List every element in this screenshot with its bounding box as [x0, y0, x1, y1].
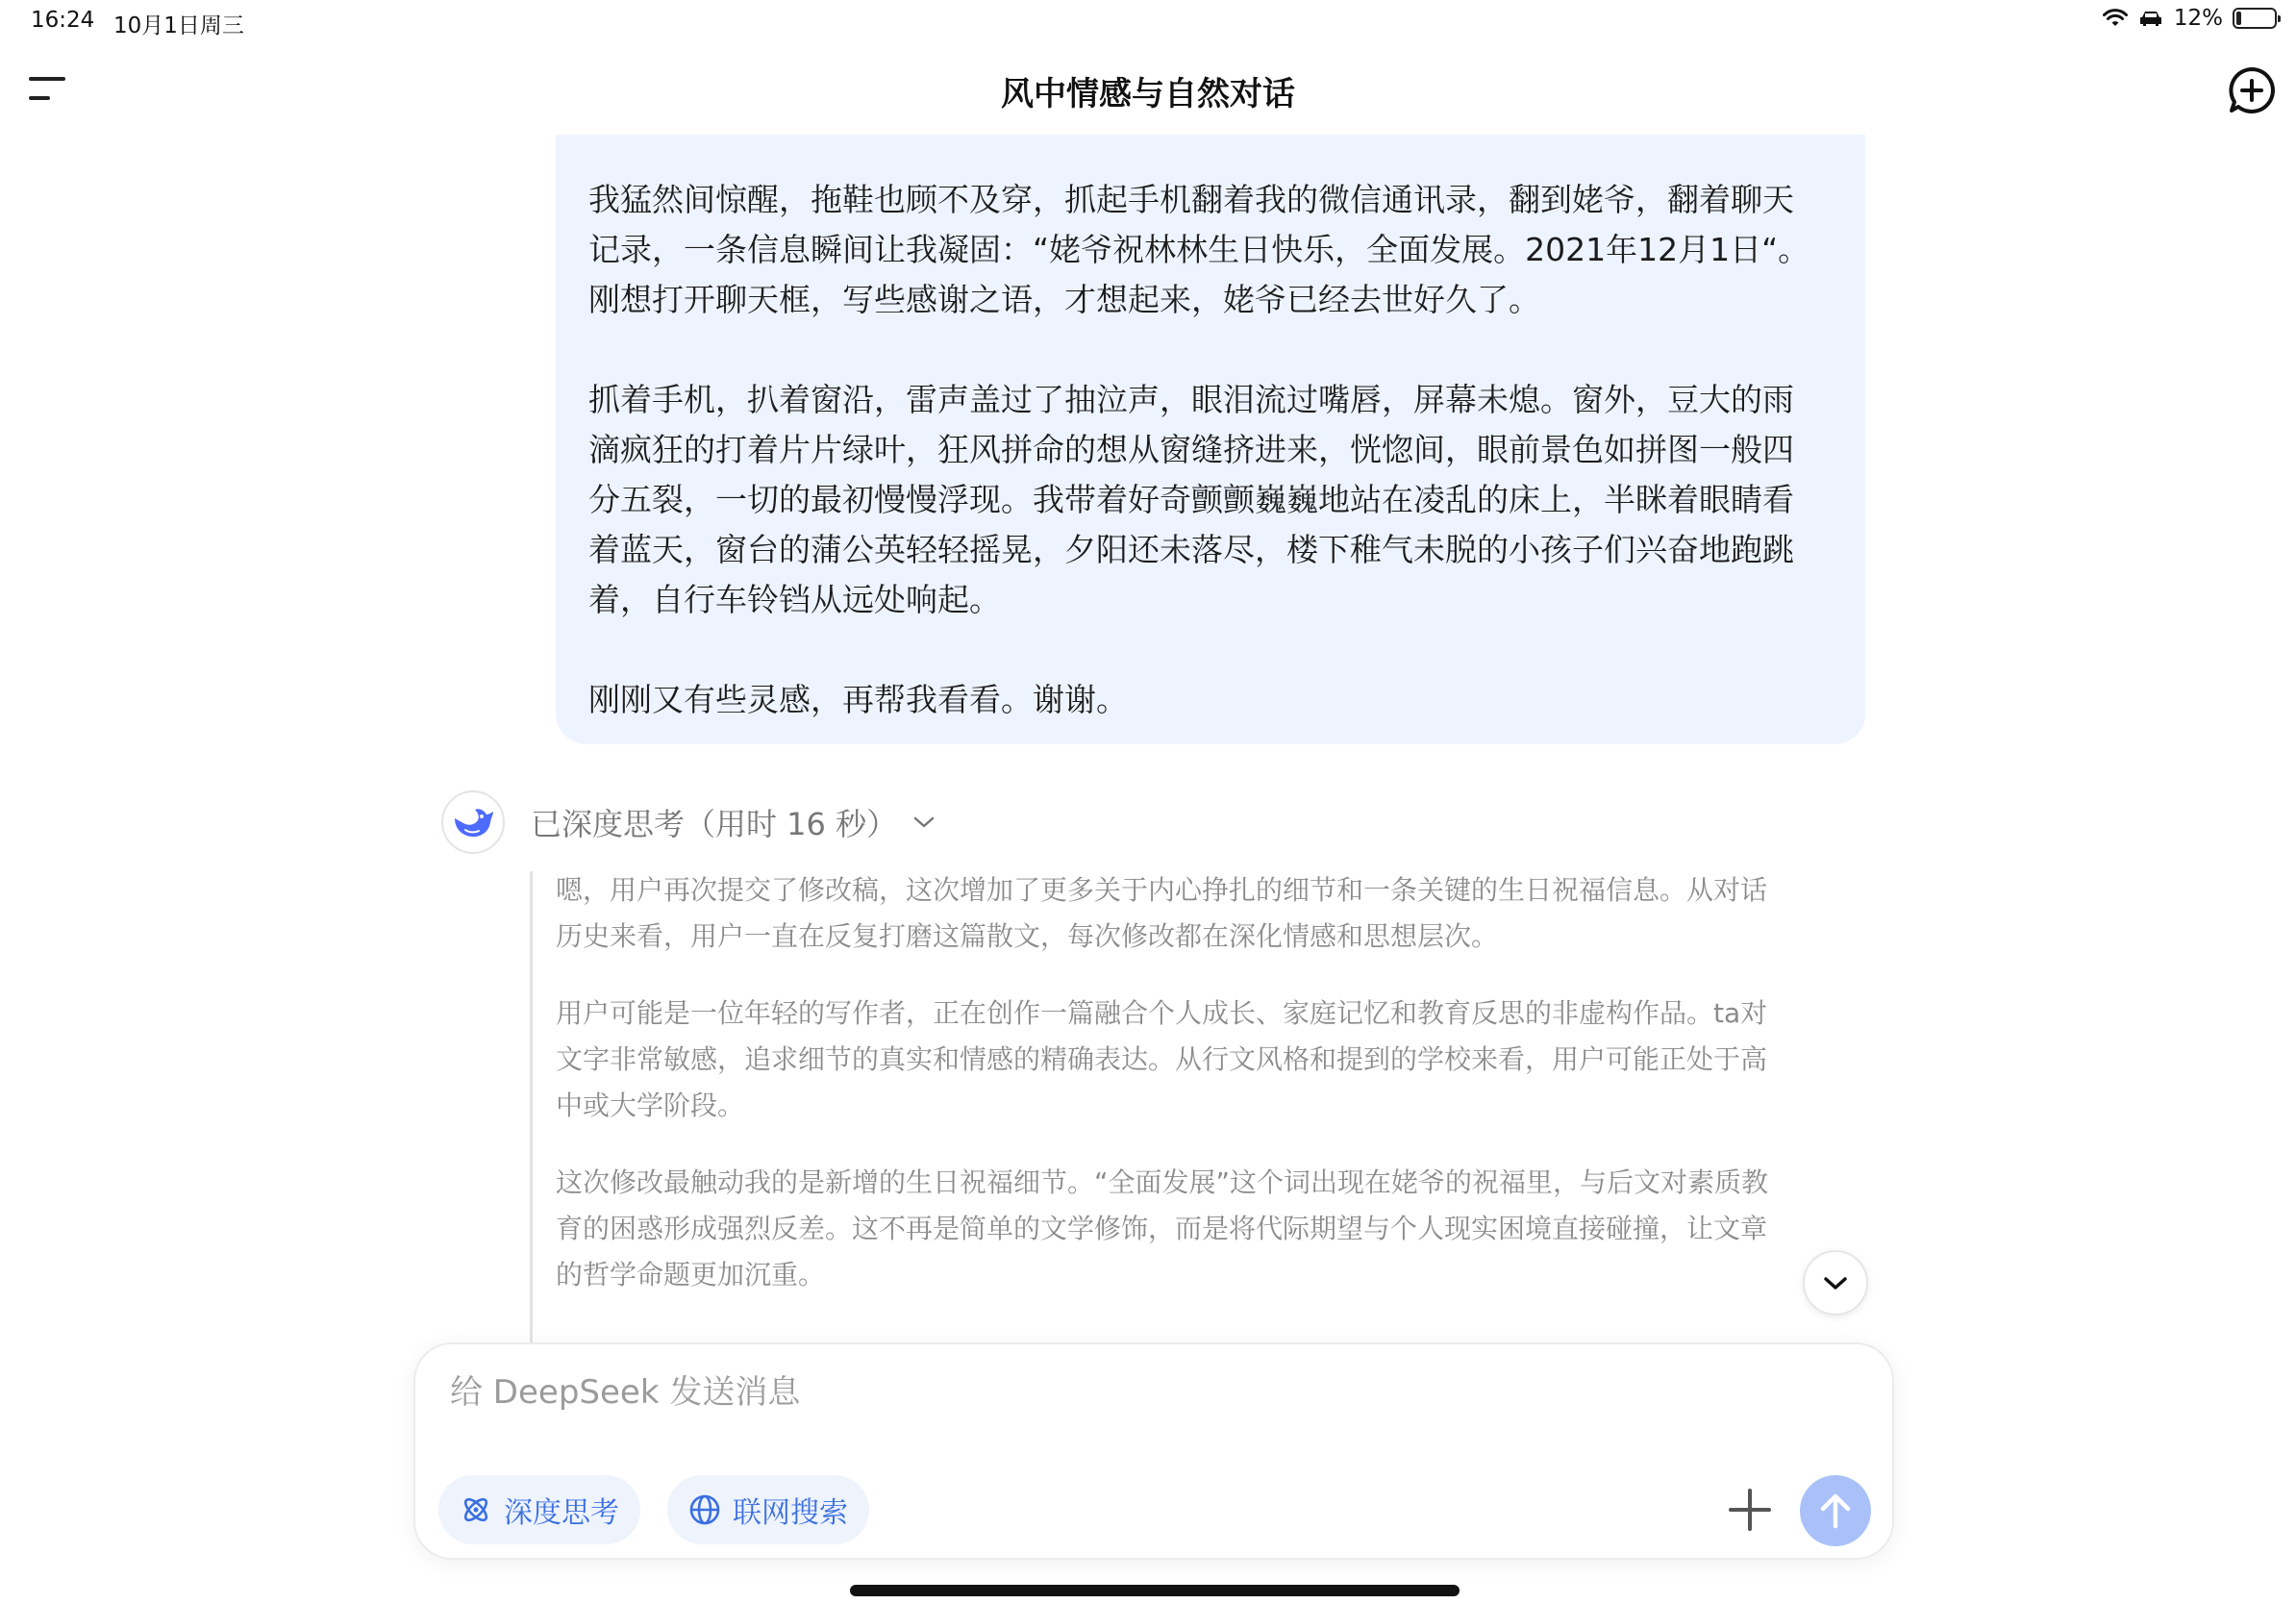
chevron-down-icon: [912, 815, 936, 830]
think-content: [556, 867, 1865, 1329]
new-chat-button[interactable]: [2227, 65, 2277, 115]
battery-percent: 12%: [2173, 6, 2223, 31]
new-chat-icon: [2227, 65, 2277, 115]
deep-think-button-label: 深度思考: [504, 1496, 619, 1530]
status-time: 16:24: [31, 8, 95, 33]
send-button[interactable]: [1800, 1475, 1871, 1546]
battery-icon: [2233, 8, 2277, 29]
deep-think-toggle[interactable]: [531, 800, 936, 844]
globe-icon: [688, 1493, 721, 1526]
plus-icon: [1725, 1485, 1775, 1535]
user-message-bubble: [556, 135, 1865, 744]
wifi-icon: [2103, 9, 2128, 28]
think-paragraph: 这次修改最触动我的是新增的生日祝福细节。“全面发展”这个词出现在姥爷的祝福里，与后文对素质教 育的困惑形成强烈反差。这不再是简单的文学修饰，而是将代际期望与个人现实困境直接碰撞，让文章 的哲学命题更加沉重。: [556, 1166, 1769, 1291]
user-message-paragraph: 抓着手机，扒着窗沿，雷声盖过了抽泣声，眼泪流过嘴唇，屏幕未熄。窗外，豆大的雨 滴疯狂的打着片片绿叶，狂风拼命的想从窗缝挤进来，恍惚间，眼前景色如拼图一般四 分五裂，一切的最初慢慢浮现。我带着好奇颤颤巍巍地站在凌乱的床上，半眯着眼睛看 着蓝天，窗台的蒲公英轻轻摇晃，夕阳还未落尽，楼下稚气未脱的小孩子们兴奋地跑跳 着，自行车铃铛从远处响起。: [588, 381, 1794, 618]
home-indicator[interactable]: [850, 1585, 1460, 1596]
arrow-up-icon: [1818, 1491, 1853, 1530]
deepseek-whale-icon: [452, 805, 494, 840]
user-message-paragraph: 刚刚又有些灵感，再帮我看看。谢谢。: [588, 681, 1128, 718]
battery-fill: [2236, 12, 2241, 25]
atom-icon: [460, 1493, 492, 1526]
web-search-button-label: 联网搜索: [733, 1496, 848, 1530]
deepseek-avatar: [441, 790, 505, 854]
web-search-button[interactable]: [667, 1475, 869, 1544]
think-paragraph: 用户可能是一位年轻的写作者，正在创作一篇融合个人成长、家庭记忆和教育反思的非虚构作品。ta对 文字非常敏感，追求细节的真实和情感的精确表达。从行文风格和提到的学校来看，用户可能正处于高 中或大学阶段。: [556, 997, 1768, 1121]
message-composer: [413, 1342, 1894, 1560]
think-paragraph: 嗯，用户再次提交了修改稿，这次增加了更多关于内心挣扎的细节和一条关键的生日祝福信息。从对话 历史来看，用户一直在反复打磨这篇散文，每次修改都在深化情感和思想层次。: [556, 874, 1768, 952]
deep-think-button[interactable]: [438, 1475, 640, 1544]
think-divider: [530, 871, 533, 1344]
attach-button[interactable]: [1725, 1485, 1775, 1535]
status-indicators: [2103, 6, 2277, 31]
status-date: 10月1日周三: [113, 13, 244, 38]
user-message-paragraph: 我猛然间惊醒，拖鞋也顾不及穿，抓起手机翻着我的微信通讯录，翻到姥爷，翻着聊天 记录，一条信息瞬间让我凝固：“姥爷祝林林生日快乐，全面发展。2021年12月1日“。 刚想打开聊天框，写些感谢之语，才想起来，姥爷已经去世好久了。: [588, 181, 1810, 318]
message-input[interactable]: [450, 1373, 1796, 1412]
chevron-down-icon: [1822, 1274, 1849, 1291]
deep-think-label: 已深度思考（用时 16 秒）: [531, 806, 898, 842]
car-icon: [2137, 9, 2164, 28]
scroll-to-bottom-button[interactable]: [1803, 1250, 1868, 1316]
page-title: 风中情感与自然对话: [1001, 75, 1295, 113]
